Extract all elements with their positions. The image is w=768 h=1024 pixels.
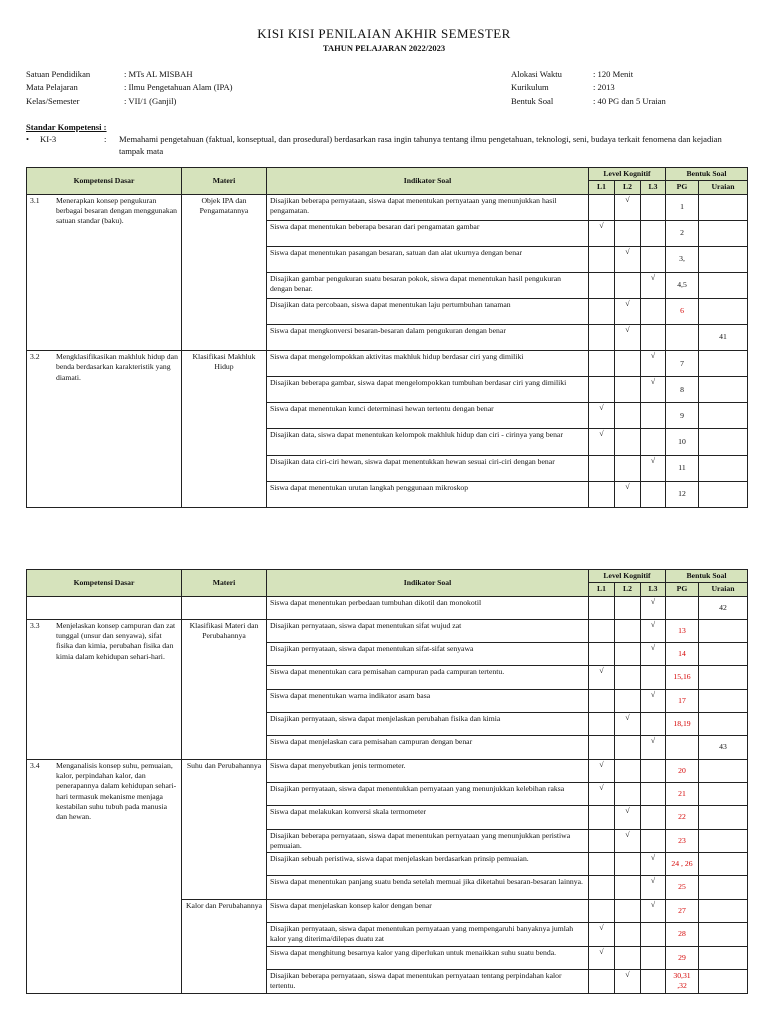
l1-cell xyxy=(589,246,615,272)
col-header-pg: PG xyxy=(666,583,699,596)
uraian-cell xyxy=(699,455,748,481)
pg-cell: 18,19 xyxy=(666,713,699,736)
meta-key: Kelas/Semester xyxy=(26,95,80,106)
meta-row xyxy=(26,95,233,108)
indikator-cell: Disajikan pernyataan, siswa dapat menentukkan pernyataan yang menunjukkan kelebihan raksa xyxy=(267,782,589,805)
l2-cell xyxy=(615,596,641,619)
uraian-cell xyxy=(699,782,748,805)
uraian-cell xyxy=(699,689,748,712)
kd-cell xyxy=(27,759,182,993)
l3-check-icon: √ xyxy=(641,377,666,403)
materi-cell: Klasifikasi Makhluk Hidup xyxy=(182,351,267,508)
ki-text: Memahami pengetahuan (faktual, konseptual, dan prosedural) berdasarkan rasa ingin tahunya tentang ilmu pengetahuan, teknologi, seni, budaya terkait fenomena dan kejadian tampak mata xyxy=(119,134,722,156)
l3-cell xyxy=(641,759,666,782)
l2-cell xyxy=(615,666,641,689)
pg-cell: 15,16 xyxy=(666,666,699,689)
indikator-cell: Siswa dapat menentukan perbedaan tumbuhan dikotil dan monokotil xyxy=(267,596,589,619)
pg-cell: 6 xyxy=(666,298,699,324)
pg-cell: 4,5 xyxy=(666,272,699,298)
kd-number: 3.4 xyxy=(30,760,40,770)
l2-cell xyxy=(615,272,641,298)
l3-cell xyxy=(641,946,666,969)
l3-cell xyxy=(641,806,666,829)
indikator-cell: Siswa dapat menjelaskan cara pemisahan campuran dengan benar xyxy=(267,736,589,759)
uraian-cell xyxy=(699,829,748,853)
l1-check-icon: √ xyxy=(589,782,615,805)
pg-cell: 22 xyxy=(666,806,699,829)
uraian-cell xyxy=(699,220,748,246)
table-row xyxy=(27,619,748,642)
uraian-cell: 42 xyxy=(699,596,748,619)
uraian-cell xyxy=(699,643,748,666)
meta-key: Mata Pelajaran xyxy=(26,82,78,93)
uraian-cell xyxy=(699,194,748,220)
pg-cell: 12 xyxy=(666,481,699,507)
uraian-cell xyxy=(699,351,748,377)
l2-cell xyxy=(615,736,641,759)
l2-cell xyxy=(615,403,641,429)
l3-cell xyxy=(641,194,666,220)
l3-check-icon: √ xyxy=(641,351,666,377)
kd-number: 3.3 xyxy=(30,620,40,630)
pg-cell: 9 xyxy=(666,403,699,429)
l1-check-icon: √ xyxy=(589,946,615,969)
l1-cell xyxy=(589,713,615,736)
col-header-l3: L3 xyxy=(641,181,666,194)
document-title: KISI KISI PENILAIAN AKHIR SEMESTER xyxy=(257,26,511,41)
uraian-cell xyxy=(699,853,748,876)
l3-check-icon: √ xyxy=(641,899,666,922)
indikator-cell: Disajikan data percobaan, siswa dapat menentukan laju pertumbuhan tanaman xyxy=(267,298,589,324)
uraian-cell xyxy=(699,619,748,642)
meta-key: Bentuk Soal xyxy=(511,95,554,106)
pg-cell xyxy=(666,596,699,619)
kd-number: 3.1 xyxy=(30,195,40,205)
indikator-cell: Siswa dapat menentukan panjang suatu benda setelah memuai jika diketahui besaran-besaran lainnya. xyxy=(267,876,589,899)
indikator-cell: Disajikan beberapa gambar, siswa dapat mengelompokkan tumbuhan berdasar ciri yang dimiliki xyxy=(267,377,589,403)
meta-row xyxy=(511,95,666,108)
l3-cell xyxy=(641,298,666,324)
indikator-cell: Disajikan gambar pengukuran suatu besaran pokok, siswa dapat menentukan hasil pengukuran dengan benar. xyxy=(267,272,589,298)
uraian-cell xyxy=(699,876,748,899)
meta-row xyxy=(511,81,666,94)
kd-text: Menganalisis konsep suhu, pemuaian, kalor, perpindahan kalor, dan penerapannya dalam kehidupan sehari-hari termasuk mekanisme menjaga kestabilan suhu tubuh pada manusia dan hewan. xyxy=(56,760,177,822)
l2-cell xyxy=(615,876,641,899)
indikator-cell: Siswa dapat menghitung besarnya kalor yang diperlukan untuk menaikkan suhu suatu benda. xyxy=(267,946,589,969)
pg-cell: 17 xyxy=(666,689,699,712)
pg-cell: 23 xyxy=(666,829,699,853)
uraian-cell: 43 xyxy=(699,736,748,759)
uraian-cell xyxy=(699,666,748,689)
l2-check-icon: √ xyxy=(615,806,641,829)
l3-cell xyxy=(641,666,666,689)
l1-cell xyxy=(589,596,615,619)
indikator-cell: Siswa dapat mengkonversi besaran-besaran dalam pengukuran dengan benar xyxy=(267,325,589,351)
indikator-cell: Disajikan beberapa pernyataan, siswa dapat menentukan pernyataan yang menunjukkan peristiwa pemuaian. xyxy=(267,829,589,853)
l1-check-icon: √ xyxy=(589,220,615,246)
indikator-cell: Siswa dapat menentukan cara pemisahan campuran pada campuran tertentu. xyxy=(267,666,589,689)
l1-cell xyxy=(589,298,615,324)
pg-cell: 28 xyxy=(666,923,699,947)
pg-cell: 14 xyxy=(666,643,699,666)
pg-cell: 21 xyxy=(666,782,699,805)
table-row xyxy=(27,759,748,782)
pg-cell: 1 xyxy=(666,194,699,220)
pg-cell: 30,31 ,32 xyxy=(666,969,699,993)
l2-cell xyxy=(615,899,641,922)
materi-cell: Klasifikasi Materi dan Perubahannya xyxy=(182,619,267,759)
l3-cell xyxy=(641,969,666,993)
col-header-indikator: Indikator Soal xyxy=(267,168,589,195)
l2-cell xyxy=(615,923,641,947)
bullet-icon: • xyxy=(26,134,30,144)
l1-check-icon: √ xyxy=(589,923,615,947)
indikator-cell: Siswa dapat menjelaskan konsep kalor dengan benar xyxy=(267,899,589,922)
indikator-cell: Disajikan beberapa pernyataan, siswa dapat menentukan pernyataan yang menunjukkan hasil pengamatan. xyxy=(267,194,589,220)
pg-cell: 11 xyxy=(666,455,699,481)
kd-cell xyxy=(27,351,182,508)
meta-key: Kurikulum xyxy=(511,82,549,93)
l1-cell xyxy=(589,736,615,759)
l2-check-icon: √ xyxy=(615,246,641,272)
materi-cell: Suhu dan Perubahannya xyxy=(182,759,267,899)
l1-cell xyxy=(589,272,615,298)
l1-check-icon: √ xyxy=(589,666,615,689)
indikator-cell: Disajikan data, siswa dapat menentukan kelompok makhluk hidup dan ciri - cirinya yang benar xyxy=(267,429,589,455)
l3-check-icon: √ xyxy=(641,619,666,642)
meta-value: : 40 PG dan 5 Uraian xyxy=(593,95,666,106)
pg-cell: 13 xyxy=(666,619,699,642)
table-row xyxy=(27,194,748,220)
meta-value: : 120 Menit xyxy=(593,69,634,79)
uraian-cell xyxy=(699,298,748,324)
indikator-cell: Siswa dapat mengelompokkan aktivitas makhluk hidup berdasar ciri yang dimiliki xyxy=(267,351,589,377)
l3-cell xyxy=(641,403,666,429)
l3-cell xyxy=(641,220,666,246)
uraian-cell xyxy=(699,403,748,429)
l2-check-icon: √ xyxy=(615,325,641,351)
materi-cell: Kalor dan Perubahannya xyxy=(182,899,267,993)
ki-code: KI-3 xyxy=(40,134,57,144)
pg-cell: 25 xyxy=(666,876,699,899)
meta-value: : Ilmu Pengetahuan Alam (IPA) xyxy=(124,82,233,93)
meta-info-right xyxy=(511,68,666,108)
l1-cell xyxy=(589,853,615,876)
meta-value: : MTs AL MISBAH xyxy=(124,69,193,79)
indikator-cell: Disajikan beberapa pernyataan, siswa dapat menentukan pernyataan tentang perpindahan kalor tertentu. xyxy=(267,969,589,993)
indikator-cell: Disajikan pernyataan, siswa dapat menentukan sifat-sifat senyawa xyxy=(267,643,589,666)
uraian-cell xyxy=(699,759,748,782)
l2-cell xyxy=(615,455,641,481)
l1-cell xyxy=(589,876,615,899)
meta-row xyxy=(26,68,233,81)
l1-cell xyxy=(589,481,615,507)
l1-cell xyxy=(589,969,615,993)
col-header-l2: L2 xyxy=(615,181,641,194)
l2-cell xyxy=(615,429,641,455)
uraian-cell xyxy=(699,481,748,507)
meta-info-left xyxy=(26,68,233,108)
l1-cell xyxy=(589,689,615,712)
l3-cell xyxy=(641,246,666,272)
l2-cell xyxy=(615,351,641,377)
uraian-cell xyxy=(699,429,748,455)
kd-number: 3.2 xyxy=(30,352,40,362)
document-subtitle: TAHUN PELAJARAN 2022/2023 xyxy=(322,43,446,53)
uraian-cell xyxy=(699,806,748,829)
kd-cell xyxy=(27,596,182,619)
uraian-cell xyxy=(699,377,748,403)
l3-check-icon: √ xyxy=(641,455,666,481)
l3-cell xyxy=(641,713,666,736)
kisi-kisi-table-2 xyxy=(26,569,748,994)
kd-cell xyxy=(27,194,182,351)
l1-cell xyxy=(589,377,615,403)
uraian-cell xyxy=(699,246,748,272)
col-header-kd: Kompetensi Dasar xyxy=(27,570,182,597)
uraian-cell xyxy=(699,713,748,736)
l2-cell xyxy=(615,220,641,246)
col-header-l1: L1 xyxy=(589,181,615,194)
kd-text: Menjelaskan konsep campuran dan zat tunggal (unsur dan senyawa), sifat fisika dan kimia, perubahan fisika dan kimia dalam kehidupan sehari-hari. xyxy=(56,620,176,661)
col-header-l3: L3 xyxy=(641,583,666,596)
l1-cell xyxy=(589,194,615,220)
l3-cell xyxy=(641,782,666,805)
l3-check-icon: √ xyxy=(641,596,666,619)
l3-cell xyxy=(641,481,666,507)
l1-cell xyxy=(589,619,615,642)
standar-kompetensi-heading: Standar Kompetensi : xyxy=(26,122,107,132)
col-header-l1: L1 xyxy=(589,583,615,596)
indikator-cell: Siswa dapat menyebutkan jenis termometer. xyxy=(267,759,589,782)
uraian-cell xyxy=(699,899,748,922)
pg-cell: 10 xyxy=(666,429,699,455)
l3-check-icon: √ xyxy=(641,272,666,298)
l3-check-icon: √ xyxy=(641,736,666,759)
l2-check-icon: √ xyxy=(615,969,641,993)
kisi-kisi-table-1 xyxy=(26,167,748,508)
meta-value: : 2013 xyxy=(593,82,615,93)
l1-cell xyxy=(589,899,615,922)
indikator-cell: Disajikan data ciri-ciri hewan, siswa dapat menentukkan hewan sesuai ciri-ciri dengan benar xyxy=(267,455,589,481)
l2-check-icon: √ xyxy=(615,713,641,736)
pg-cell: 8 xyxy=(666,377,699,403)
col-header-uraian: Uraian xyxy=(699,583,748,596)
indikator-cell: Siswa dapat menentukan urutan langkah penggunaan mikroskop xyxy=(267,481,589,507)
l3-cell xyxy=(641,325,666,351)
col-header-kd: Kompetensi Dasar xyxy=(27,168,182,195)
l1-check-icon: √ xyxy=(589,403,615,429)
uraian-cell xyxy=(699,272,748,298)
l2-check-icon: √ xyxy=(615,298,641,324)
pg-cell xyxy=(666,325,699,351)
l1-cell xyxy=(589,829,615,853)
l2-cell xyxy=(615,759,641,782)
l1-cell xyxy=(589,325,615,351)
ki-separator: : xyxy=(104,134,107,144)
l1-cell xyxy=(589,806,615,829)
l3-check-icon: √ xyxy=(641,876,666,899)
indikator-cell: Disajikan pernyataan, siswa dapat menjelaskan perubahan fisika dan kimia xyxy=(267,713,589,736)
indikator-cell: Disajikan sebuah peristiwa, siswa dapat menjelaskan berdasarkan prinsip pemuaian. xyxy=(267,853,589,876)
l3-check-icon: √ xyxy=(641,853,666,876)
table-header-row xyxy=(27,168,748,181)
pg-cell xyxy=(666,736,699,759)
l2-cell xyxy=(615,689,641,712)
kd-text: Menerapkan konsep pengukuran berbagai besaran dengan menggunakan satuan standar (baku). xyxy=(56,195,178,226)
uraian-cell: 41 xyxy=(699,325,748,351)
table-row xyxy=(27,351,748,377)
pg-cell: 3, xyxy=(666,246,699,272)
pg-cell: 2 xyxy=(666,220,699,246)
pg-cell: 27 xyxy=(666,899,699,922)
l2-check-icon: √ xyxy=(615,829,641,853)
indikator-cell: Disajikan pernyataan, siswa dapat menentukan pernyataan yang mempengaruhi banyaknya jumlah kalor yang diterima/dilepas duatu zat xyxy=(267,923,589,947)
l2-cell xyxy=(615,853,641,876)
l2-cell xyxy=(615,643,641,666)
l3-cell xyxy=(641,923,666,947)
indikator-cell: Disajikan pernyataan, siswa dapat menentukan sifat wujud zat xyxy=(267,619,589,642)
l2-cell xyxy=(615,782,641,805)
col-header-indikator: Indikator Soal xyxy=(267,570,589,597)
kd-cell xyxy=(27,619,182,759)
pg-cell: 24 , 26 xyxy=(666,853,699,876)
indikator-cell: Siswa dapat menentukan kunci determinasi hewan tertentu dengan benar xyxy=(267,403,589,429)
col-header-materi: Materi xyxy=(182,168,267,195)
table-header-row xyxy=(27,570,748,583)
col-header-bentuk: Bentuk Soal xyxy=(666,570,748,583)
kd-text: Mengklasifikasikan makhluk hidup dan benda berdasarkan karakteristik yang diamati. xyxy=(56,352,178,382)
materi-cell xyxy=(182,596,267,619)
meta-row xyxy=(26,81,233,94)
indikator-cell: Siswa dapat menentukan warna indikator asam basa xyxy=(267,689,589,712)
uraian-cell xyxy=(699,923,748,947)
l3-cell xyxy=(641,829,666,853)
meta-key: Satuan Pendidikan xyxy=(26,69,91,79)
materi-cell: Objek IPA dan Pengamatannya xyxy=(182,194,267,351)
ki-3-item xyxy=(26,133,746,157)
l2-cell xyxy=(615,619,641,642)
meta-row xyxy=(511,68,666,81)
meta-value: : VII/1 (Ganjil) xyxy=(124,95,177,106)
col-header-uraian: Uraian xyxy=(699,181,748,194)
l2-check-icon: √ xyxy=(615,481,641,507)
col-header-pg: PG xyxy=(666,181,699,194)
l2-check-icon: √ xyxy=(615,194,641,220)
col-header-level: Level Kognitif xyxy=(589,168,666,181)
uraian-cell xyxy=(699,969,748,993)
pg-cell: 7 xyxy=(666,351,699,377)
uraian-cell xyxy=(699,946,748,969)
l1-cell xyxy=(589,455,615,481)
l2-cell xyxy=(615,377,641,403)
l3-check-icon: √ xyxy=(641,643,666,666)
l3-cell xyxy=(641,429,666,455)
col-header-materi: Materi xyxy=(182,570,267,597)
pg-cell: 20 xyxy=(666,759,699,782)
col-header-bentuk: Bentuk Soal xyxy=(666,168,748,181)
l2-cell xyxy=(615,946,641,969)
l1-cell xyxy=(589,351,615,377)
l1-cell xyxy=(589,643,615,666)
table-row xyxy=(27,596,748,619)
meta-key: Alokasi Waktu xyxy=(511,69,562,79)
col-header-l2: L2 xyxy=(615,583,641,596)
l1-check-icon: √ xyxy=(589,429,615,455)
col-header-level: Level Kognitif xyxy=(589,570,666,583)
indikator-cell: Siswa dapat menentukan beberapa besaran dari pengamatan gambar xyxy=(267,220,589,246)
l1-check-icon: √ xyxy=(589,759,615,782)
indikator-cell: Siswa dapat menentukan pasangan besaran, satuan dan alat ukurnya dengan benar xyxy=(267,246,589,272)
indikator-cell: Siswa dapat melakukan konversi skala termometer xyxy=(267,806,589,829)
pg-cell: 29 xyxy=(666,946,699,969)
l3-check-icon: √ xyxy=(641,689,666,712)
